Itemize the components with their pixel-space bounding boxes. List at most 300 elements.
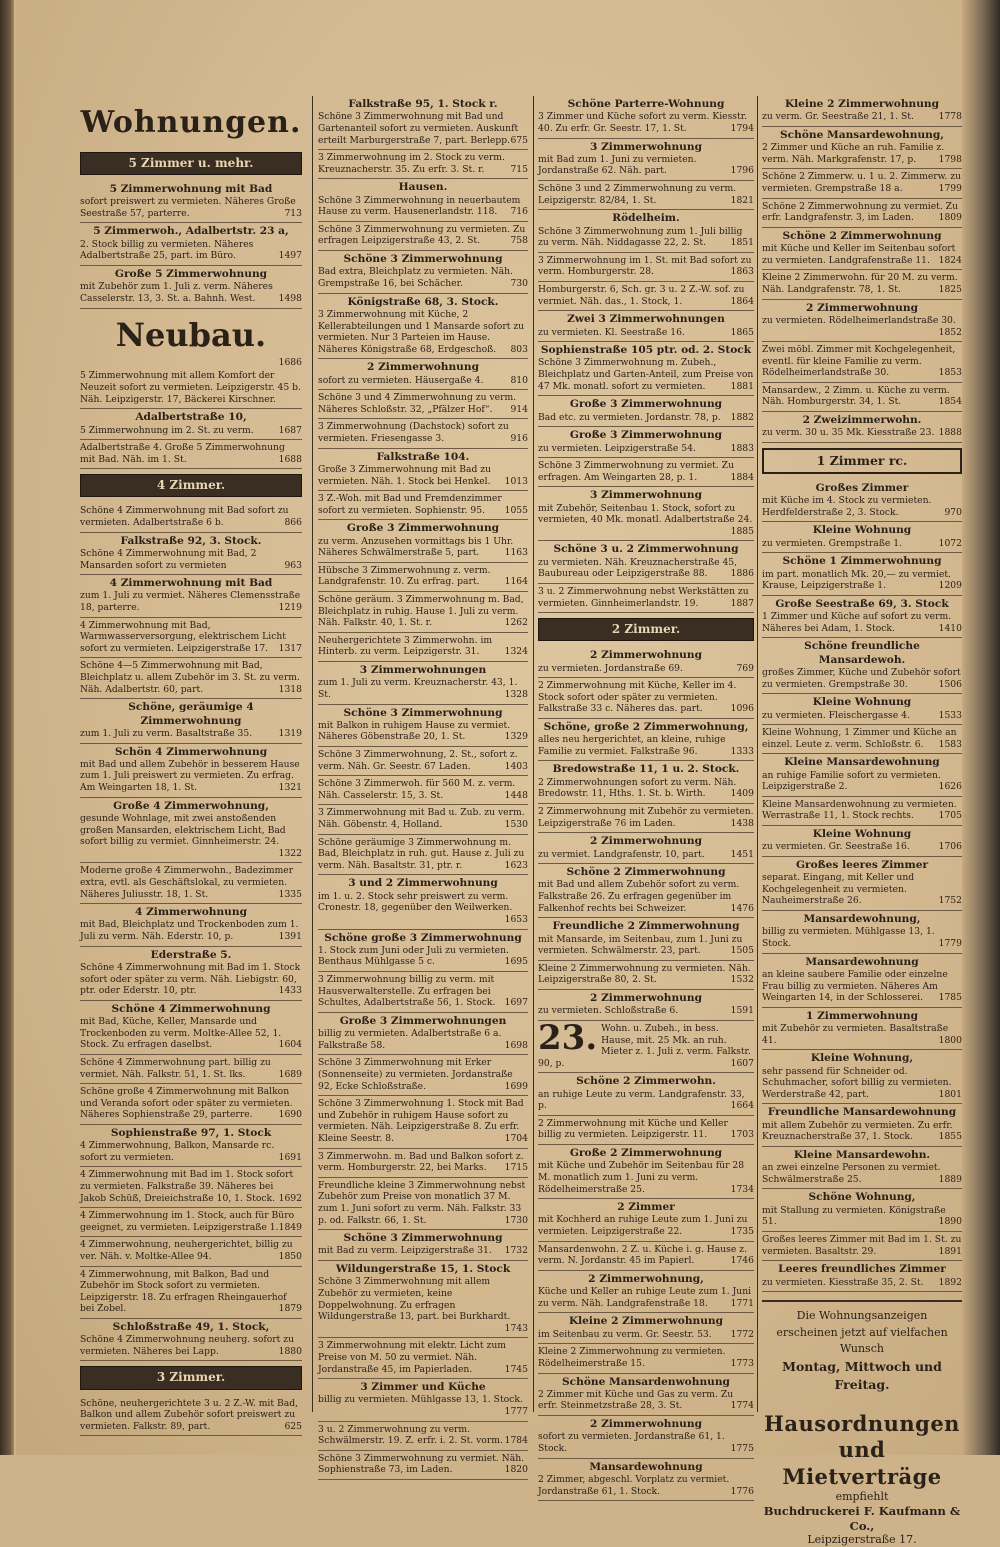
ad-entry [80, 863, 302, 904]
ad-text: Schöne 3 Zimmerwohnung m. Zubeh., Bleichplatz und Garten-Anteil, zum Preise von 47 Mk. monatl. sofort zu vermieten. [538, 357, 754, 392]
ad-text: Schöne 3 und 2 Zimmerwohnung zu verm. Leipzigerstr. 82/84, 1. St. [538, 183, 737, 206]
ad-entry [538, 1344, 754, 1373]
ad-entry [762, 169, 962, 198]
ad-headline: Freundliche 2 Zimmerwohnung [552, 920, 740, 933]
ad-text: billig zu vermieten. Mühlgasse 13, 1. Stock. [762, 926, 935, 949]
ad-number: 1820 [504, 1464, 528, 1476]
category-header-3-rooms: 3 Zimmer. [80, 1366, 302, 1389]
ad-entry [538, 282, 754, 311]
column-3 [538, 96, 754, 1497]
ad-text: mit Bad zu verm. Leipzigerstraße 31. [318, 1245, 492, 1257]
ad-text: gesunde Wohnlage, mit zwei anstoßenden großen Mansarden, elektrischem Licht, Bad sofort billig zu vermiet. Ginnheimerstr. 24. [80, 812, 286, 848]
ad-entry [538, 1073, 754, 1116]
ad-entry [318, 150, 528, 179]
ad-entry [538, 1416, 754, 1459]
ad-entry [538, 761, 754, 804]
ad-text: mit Stallung zu vermieten. Königstraße 51. [762, 1204, 946, 1228]
ad-number: 1891 [938, 1245, 962, 1257]
ad-number: 1784 [504, 1435, 528, 1447]
ad-text: 2 Zimmerwohnung mit Küche und Keller billig zu vermieten. Leipzigerstr. 11. [538, 1117, 728, 1141]
ad-entry [318, 633, 528, 662]
ad-text: Schöne, neuhergerichtete 3 u. 2 Z.-W. mit Bad, Balkon und allem Zubehör sofort preiswert zu vermieten. Falkstr. 89, part. [80, 1397, 298, 1432]
column-1 [80, 96, 302, 1432]
ad-entry [80, 1001, 302, 1055]
ad-number: 1850 [278, 1250, 302, 1262]
ad-headline: Große 3 Zimmerwohnung [569, 429, 723, 442]
ad-text: mit Bad, Küche, Keller, Mansarde und Trockenboden zu verm. Moltke-Allee 52, 1. Stock. Zu erfragen daselbst. [80, 1016, 282, 1051]
ad-entry [318, 705, 528, 748]
ad-entry [538, 584, 754, 613]
ad-text: Zwei möbl. Zimmer mit Kochgelegenheit, eventl. für kleine Familie zu verm. Rödelheimerlandstraße 30. [762, 344, 956, 379]
ad-number: 1626 [938, 781, 962, 793]
ad-number: 1623 [504, 859, 528, 871]
ad-list [762, 96, 962, 443]
ad-entry [318, 1096, 528, 1148]
ad-text: Kleine 2 Zimmerwohnung zu vermieten. Näh. Leipzigerstraße 80, 2. St. [538, 962, 751, 986]
ad-number: 1506 [938, 678, 962, 690]
ad-entry [762, 1189, 962, 1232]
category-header-1-room: 1 Zimmer rc. [762, 448, 962, 474]
ad-entry [538, 804, 754, 833]
ad-number: 1664 [730, 1100, 754, 1112]
ad-headline: Freundliche Mansardewohnung [767, 1106, 957, 1119]
ad-number: 1734 [730, 1183, 754, 1195]
ad-entry [762, 96, 962, 127]
ad-text: 2 Zimmer und Küche an ruh. Familie z. verm. Näh. Markgrafenstr. 17, p. [762, 142, 945, 165]
ad-number: 1688 [278, 453, 302, 465]
ad-text: 3 u. 2 Zimmerwohnung nebst Werkstätten zu vermieten. Ginnheimerlandstr. 19. [538, 585, 749, 609]
ad-number: 1809 [938, 212, 962, 224]
ad-headline: 2 Zimmer [617, 1201, 675, 1214]
ad-number: 970 [944, 506, 962, 518]
category-header-5-rooms: 5 Zimmer u. mehr. [80, 152, 302, 175]
ad-number: 1687 [278, 424, 302, 436]
ad-text: an ruhige Familie sofort zu vermieten. Leipzigerstraße 2. [762, 769, 941, 793]
ad-text: Schöne 3 und 4 Zimmerwohnung zu verm. Näheres Schloßstr. 32, „Pfälzer Hof“. [318, 392, 517, 415]
ad-entry [318, 805, 528, 834]
ad-entry [762, 199, 962, 228]
ad-text: Schöne 3 Zimmerwohnung in neuerbautem Hause zu verm. Hausenerlandstr. 118. [318, 194, 521, 218]
ad-text: sofort preiswert zu vermieten. Näheres Große Seestraße 57, parterre. [80, 196, 296, 219]
ad-headline: Adalbertstraße 10, [135, 411, 247, 424]
ad-number: 1324 [504, 646, 528, 658]
ad-entry [318, 1422, 528, 1451]
ad-headline: Schöne 4 Zimmerwohnung [111, 1002, 271, 1015]
printer-ad-heading [762, 1411, 962, 1490]
ad-headline: Schöne 3 Zimmerwohnung [343, 253, 503, 266]
ad-headline: Schöne 2 Zimmerwohn. [576, 1075, 716, 1088]
ad-text: Großes leeres Zimmer mit Bad im 1. St. zu vermieten. Basaltstr. 29. [762, 1233, 962, 1257]
ad-headline: Kleine Mansardewohn. [793, 1148, 931, 1161]
ad-text: Schöne 3 Zimmerwohnung zu vermieten. Zu erfragen Leipzigerstraße 43, 2. St. [318, 223, 526, 247]
featured-ad-text: Wohn. u. Zubeh., in bess. Hause, mit. 25 Mk. an ruh. Mieter z. 1. Juli z. verm. Falkstr. 90, p. [538, 1022, 751, 1069]
ad-number: 1852 [938, 326, 962, 338]
ad-text: Kleine 2 Zimmerwohnung zu vermieten. Rödelheimerstraße 15. [538, 1346, 726, 1369]
ad-number: 1886 [730, 568, 754, 580]
ad-headline: Mansardewohnung [589, 1460, 703, 1473]
ad-text: sofort zu vermieten. Jordanstraße 61, 1. Stock. [538, 1431, 725, 1454]
printer-ad-detail [762, 1490, 962, 1547]
ad-text: zum 1. Juli zu verm. Basaltstraße 35. [80, 727, 253, 739]
ad-number: 1451 [730, 848, 754, 860]
ad-text: Neuhergerichtete 3 Zimmerwohn. im Hinterb. zu verm. Leipzigerstr. 31. [318, 634, 493, 658]
ad-text: mit Mansarde, im Seitenbau, zum 1. Juni zu vermieten. Schwälmerstr. 23, part. [538, 933, 743, 957]
ad-headline: Kleine Wohnung [812, 828, 912, 840]
ad-entry [318, 1178, 528, 1230]
ad-number: 1319 [278, 727, 302, 739]
notice-line: erscheinen jetzt auf vielfachen Wunsch [776, 1325, 948, 1356]
ad-headline: 4 Zimmerwohnung [135, 906, 247, 919]
ad-headline: Schöne freundliche Mansardewoh. [804, 640, 920, 666]
ad-headline: Schöne Mansardenwohnung [562, 1375, 730, 1388]
ad-text: Adalbertstraße 4. Große 5 Zimmerwohnung mit Bad. Näh. im 1. St. [80, 442, 285, 465]
ad-text: mit Kochherd an ruhige Leute zum 1. Juni zu vermieten. Leipzigerstraße 22. [538, 1214, 748, 1238]
ad-number: 1607 [730, 1057, 754, 1069]
column-rule [757, 96, 758, 1412]
ad-number: 1329 [504, 731, 528, 743]
ad-number: 1881 [730, 380, 754, 392]
ad-text: 2. Stock billig zu vermieten. Näheres Adalbertstraße 25, part. im Büro. [80, 238, 254, 262]
ad-number: 1403 [504, 760, 528, 772]
ad-headline: Sophienstraße 97, 1. Stock [110, 1126, 272, 1139]
ad-number: 730 [510, 277, 528, 289]
ad-number: 1863 [730, 266, 754, 278]
book-binding [0, 0, 14, 1455]
ad-text: 4 Zimmerwohnung im 1. Stock, auch für Büro geeignet, zu vermieten. Leipzigerstraße 1. [80, 1210, 295, 1233]
ad-number: 713 [284, 207, 302, 219]
ad-number: 1889 [938, 1173, 962, 1185]
ad-number: 1335 [278, 888, 302, 900]
ad-number: 1013 [504, 475, 528, 487]
ad-entry [318, 96, 528, 150]
ad-list [762, 480, 962, 1292]
ad-number: 916 [510, 433, 528, 444]
ad-text: großes Zimmer, Küche und Zubehör sofort zu vermieten. Grempstraße 30. [762, 666, 961, 690]
ad-headline: Hausen. [398, 181, 448, 194]
ad-text: Küche und Keller an ruhige Leute zum 1. Juni zu verm. Näh. Landgrafenstraße 18. [538, 1286, 752, 1309]
ad-number: 1800 [938, 1034, 962, 1046]
ad-text: Schöne 3 Zimmerwohnung zum 1. Juli billig zu verm. Näh. Niddagasse 22, 2. St. [538, 225, 743, 249]
ad-entry [538, 1271, 754, 1314]
ad-text: Schöne 4 Zimmerwohnung mit Bad sofort zu vermieten. Adalbertstraße 6 b. [80, 505, 289, 529]
ad-entry [762, 342, 962, 383]
ad-entry [538, 342, 754, 396]
ad-entry [538, 1145, 754, 1199]
ad-entry [80, 533, 302, 576]
ad-number: 769 [736, 662, 754, 674]
ad-number: 1796 [730, 165, 754, 177]
ad-number: 1448 [504, 789, 528, 801]
ad-text: Schöne 4 Zimmerwohnung part. billig zu vermiet. Näh. Falkstr. 51, 1. St. lks. [80, 1056, 271, 1080]
ad-entry [538, 1313, 754, 1344]
ad-entry [538, 1116, 754, 1145]
ad-entry [762, 270, 962, 299]
ad-number: 1476 [730, 902, 754, 914]
ad-entry [762, 412, 962, 443]
ad-text: 2 Zimmer, abgeschl. Vorplatz zu vermiet. Jordanstraße 61, 1. Stock. [538, 1473, 730, 1497]
ad-entry [538, 864, 754, 918]
ad-entry [538, 647, 754, 678]
ad-number: 1096 [730, 703, 754, 715]
ad-text: Hübsche 3 Zimmerwohnung z. verm. Landgrafenstr. 10. Zu erfrag. part. [318, 564, 491, 588]
ad-entry [538, 1459, 754, 1502]
ad-headline: Königstraße 68, 3. Stock. [347, 295, 499, 308]
column-rule [533, 96, 534, 1412]
ad-headline: Schöne, geräumige 4 Zimmerwohnung [128, 701, 254, 727]
ad-headline: Große 5 Zimmerwohnung [114, 267, 268, 280]
column-4 [762, 96, 962, 1547]
ad-text: Schöne 3 Zimmerwohnung mit Erker (Sonnenseite) zu vermieten. Jordanstraße 92, Ecke Schloßstraße. [318, 1057, 513, 1092]
ad-text: alles neu hergerichtet, an kleine, ruhige Familie zu vermiet. Falkstraße 96. [538, 734, 726, 757]
ad-entry [762, 694, 962, 725]
featured-ad-number: 23. [538, 1017, 598, 1058]
ad-text: zu vermieten. Rödelheimerlandstraße 30. [762, 314, 956, 326]
column-2 [318, 96, 528, 1476]
ad-headline: Große 3 Zimmerwohnung [569, 398, 723, 411]
ad-entry [538, 181, 754, 210]
ad-headline: 2 Zimmerwohnung [590, 991, 702, 1004]
ad-headline: Rödelheim. [612, 212, 680, 225]
ad-entry [538, 458, 754, 487]
ad-text: sofort zu vermieten. Häusergaße 4. [318, 374, 484, 386]
ad-text: Schöne 3 Zimmerwohnung zu vermiet. Näh. Sophienstraße 73, im Laden. [318, 1452, 525, 1476]
ad-number: 866 [284, 517, 302, 529]
ad-number: 715 [510, 163, 528, 175]
ad-text: Schöne geräumige 3 Zimmerwohnung m. Bad, Bleichplatz in ruh. gut. Hause z. Juli zu verm. Näh. Basaltstr. 31, ptr. r. [318, 836, 525, 871]
ad-text: zu vermieten. Jordanstraße 69. [538, 662, 683, 674]
ad-text: zu vermieten. Schloßstraße 6. [538, 1005, 679, 1017]
ad-entry [80, 1125, 302, 1168]
ad-number: 1775 [730, 1442, 754, 1454]
ad-text: zu verm. Anzusehen vormittags bis 1 Uhr. Näheres Schwälmerstraße 5, part. [318, 535, 514, 559]
ad-headline: 3 und 2 Zimmerwohnung [348, 877, 498, 890]
ad-number: 1776 [730, 1485, 754, 1497]
ad-entry [318, 449, 528, 492]
ad-number: 914 [510, 403, 528, 415]
ad-text: Schöne 4 Zimmerwohnung mit Bad, 2 Mansarden sofort zu vermieten [80, 547, 257, 571]
ad-headline: 2 Zimmerwohnung [590, 649, 702, 662]
ad-number: 810 [510, 374, 528, 386]
ad-text: im part. monatlich Mk. 20,— zu vermiet. Krause, Leipzigerstraße 1. [762, 568, 951, 592]
ad-headline: 2 Zimmerwohnung, [588, 1272, 704, 1285]
ad-headline: Falkstraße 95, 1. Stock r. [348, 98, 498, 110]
ad-text: Schöne geräum. 3 Zimmerwohnung m. Bad, Bleichplatz in ruhig. Hause 1. Juli zu verm. Näh. Falkstr. 40, 1. St. r. [318, 594, 524, 629]
ad-text: zu vermieten. Kl. Seestraße 16. [538, 326, 685, 338]
ad-entry [318, 1230, 528, 1261]
ad-headline: Kleine Wohnung, [810, 1052, 914, 1065]
ad-number: 1752 [938, 895, 962, 907]
ad-entry [80, 1237, 302, 1266]
ad-entry [318, 1055, 528, 1096]
printer-ad-company-name: Buchdruckerei F. Kaufmann & Co., [763, 1503, 961, 1533]
ad-text: Große 3 Zimmerwohnung mit Bad zu vermieten. Näh. 1. Stock bei Henkel. [318, 463, 492, 487]
ad-entry [538, 396, 754, 427]
ad-text: Schöne 2 Zimmerw. u. 1 u. 2. Zimmerw. zu vermieten. Grempstraße 18 a. [762, 171, 962, 195]
ad-number: 1321 [278, 782, 302, 794]
ad-headline: Kleine Wohnung [812, 524, 912, 537]
ad-headline: 2 Zweizimmerwohn. [802, 414, 922, 427]
ad-entry [80, 658, 302, 699]
ad-text: an zwei einzelne Personen zu vermiet. Schwälmerstraße 25. [762, 1162, 941, 1185]
ad-entry [538, 833, 754, 864]
ad-entry [80, 181, 302, 224]
neubau-heading: Neubau. [115, 315, 267, 354]
ad-text: 2 Zimmerwohnung mit Zubehör zu vermieten. Leipzigerstraße 76 im Laden. [538, 806, 754, 829]
ad-number: 1433 [278, 985, 302, 997]
ad-entry [318, 747, 528, 776]
notice-line: Die Wohnungsanzeigen [796, 1309, 928, 1323]
printer-ad-line: und Mietverträge [782, 1437, 942, 1489]
ad-headline: Falkstraße 104. [376, 450, 470, 463]
ad-number: 963 [284, 559, 302, 571]
ad-number: 1532 [730, 974, 754, 986]
ad-entry [538, 1199, 754, 1242]
ad-number: 1777 [504, 1406, 528, 1418]
printer-ad-address: Leipzigerstraße 17. [807, 1533, 917, 1547]
ad-text: zu vermieten. Fleischergasse 4. [762, 709, 910, 721]
ad-number: 625 [284, 1420, 302, 1432]
ad-text: 4 Zimmerwohnung, neuhergerichtet, billig zu ver. Näh. v. Moltke-Allee 94. [80, 1239, 293, 1262]
ad-number: 1653 [504, 913, 528, 925]
ad-number: 1530 [504, 819, 528, 831]
ad-text: mit Bad zum 1. Juni zu vermieten. Jordanstraße 62. Näh. part. [538, 153, 697, 177]
ad-text: Bad extra, Bleichplatz zu vermieten. Näh. Grempstraße 16, bei Schächer. [318, 266, 513, 289]
ad-number: 1743 [504, 1322, 528, 1334]
ad-number: 1691 [278, 1151, 302, 1163]
ad-number: 1328 [504, 688, 528, 700]
ad-entry [762, 300, 962, 343]
ad-number: 1888 [938, 427, 962, 439]
ad-entry [318, 662, 528, 705]
ad-number: 1163 [504, 547, 528, 559]
ad-headline: 2 Zimmerwohnung [590, 835, 702, 848]
ad-headline: Schöne Wohnung, [808, 1191, 916, 1204]
ad-entry [80, 618, 302, 659]
ad-entry [538, 1374, 754, 1417]
ad-text: zu vermiet. Landgrafenstr. 10, part. [538, 848, 705, 860]
ad-text: 1 Zimmer und Küche auf sofort zu verm. Näheres bei Adam, 1. Stock. [762, 611, 952, 634]
ad-headline: Schöne 3 u. 2 Zimmerwohnung [553, 543, 739, 556]
ad-number: 1209 [938, 580, 962, 592]
ad-number: 1697 [504, 997, 528, 1009]
ad-entry [762, 228, 962, 271]
ad-number: 1686 [278, 356, 302, 368]
ad-number: 1715 [504, 1162, 528, 1174]
category-header-2-rooms: 2 Zimmer. [538, 618, 754, 641]
ad-list [80, 1396, 302, 1437]
ad-headline: Wildungerstraße 15, 1. Stock [335, 1263, 511, 1276]
ad-entry [762, 754, 962, 797]
ad-list [538, 96, 754, 613]
ad-number: 1410 [938, 622, 962, 634]
ad-text: Schöne 3 Zimmerwoh. für 560 M. z. verm. Näh. Casselerstr. 15, 3. St. [318, 778, 516, 801]
ad-number: 1695 [504, 956, 528, 968]
ad-entry [538, 253, 754, 282]
ad-entry [318, 972, 528, 1013]
ad-text: Schöne 2 Zimmerwohnung zu vermiet. Zu erfr. Landgrafenstr. 3, im Laden. [762, 200, 958, 224]
ad-entry [538, 210, 754, 253]
ad-entry [318, 1338, 528, 1379]
ad-entry [318, 930, 528, 973]
ad-entry [318, 294, 528, 360]
ad-text: mit allem Zubehör zu vermieten. Zu erfr. Kreuznacherstraße 37, 1. Stock. [762, 1119, 953, 1143]
ad-entry [80, 1084, 302, 1125]
ad-entry [80, 503, 302, 532]
ad-entry [538, 719, 754, 762]
ad-number: 1771 [730, 1297, 754, 1309]
ad-number: 1164 [504, 576, 528, 588]
ad-number: 1498 [278, 292, 302, 304]
page-edge [962, 0, 1000, 1455]
ad-number: 1855 [938, 1131, 962, 1143]
ad-entry [762, 1104, 962, 1147]
ad-entry [318, 359, 528, 390]
ad-entry [762, 797, 962, 826]
ad-headline: Sophienstraße 105 ptr. od. 2. Stock [540, 344, 752, 357]
ad-entry [538, 311, 754, 342]
ad-number: 1322 [278, 847, 302, 859]
ad-text: mit Bad und allem Zubehör sofort zu verm. Falkstraße 26. Zu erfragen gegenüber im Falkenhof rechts bei Schweizer. [538, 879, 740, 914]
ad-entry [762, 383, 962, 412]
category-header-4-rooms: 4 Zimmer. [80, 474, 302, 497]
ad-text: sehr passend für Schneider od. Schuhmacher, sofort billig zu vermieten. Werderstraße 42, part. [762, 1065, 952, 1100]
ad-headline: Mansardewohnung, [803, 913, 921, 926]
ad-entry [80, 798, 302, 864]
ad-number: 1825 [938, 283, 962, 295]
ad-text: 4 Zimmerwohnung, Balkon, Mansarde rc. sofort zu vermieten. [80, 1140, 275, 1163]
ad-entry [80, 744, 302, 798]
ad-text: zum 1. Juli zu verm. Kreuznacherstr. 43, 1. St. [318, 677, 518, 700]
ad-number: 1699 [504, 1080, 528, 1092]
ad-text: Schöne große 4 Zimmerwohnung mit Balkon und Veranda sofort oder später zu vermieten. Näheres Sophienstraße 29, parterre. [80, 1086, 293, 1121]
ad-entry [318, 251, 528, 294]
ad-number: 1773 [730, 1357, 754, 1369]
ad-list [80, 503, 302, 1361]
ad-entry [318, 835, 528, 876]
ad-entry [538, 139, 754, 182]
ad-headline: Kleine Mansardewohnung [784, 756, 940, 769]
ad-text: 4 Zimmerwohnung mit Bad im 1. Stock sofort zu vermieten. Falkstraße 39. Näheres bei Jakob Schüß, Dreieichstraße 10, 1. Stock. [80, 1169, 294, 1204]
notice-days: Montag, Mittwoch und Freitag. [782, 1358, 942, 1393]
ad-entry [538, 1242, 754, 1271]
ad-headline: Schöne Parterre-Wohnung [567, 98, 725, 110]
printer-ad-line: Hausordnungen [764, 1411, 960, 1437]
ad-text: 3 Zimmerwohnung billig zu verm. mit Hausverwalterstelle. Zu erfragen bei Schultes, Adalbertstraße 56, 1. Stock. [318, 974, 496, 1009]
ad-number: 1774 [730, 1400, 754, 1412]
ad-headline: Falkstraße 92, 3. Stock. [120, 534, 262, 547]
ad-number: 1497 [278, 250, 302, 262]
ad-text: zu vermieten. Gr. Seestraße 16. [762, 841, 910, 853]
ad-list [538, 1073, 754, 1501]
ad-headline: 3 Zimmerwohnung [590, 489, 702, 502]
ad-text: 1. Stock zum Juni oder Juli zu vermieten. Benthaus Mühlgasse 5 c. [318, 944, 509, 968]
ad-text: Mansardew., 2 Zimm. u. Küche zu verm. Näh. Homburgerstr. 34, 1. St. [762, 384, 950, 408]
ad-text: mit Bad, Bleichplatz und Trockenboden zum 1. Juli zu verm. Näh. Ederstr. 10, p. [80, 919, 299, 943]
ad-number: 1798 [938, 153, 962, 165]
ad-number: 1799 [938, 183, 962, 195]
ad-headline: Kleine 2 Zimmerwohnung [568, 1315, 724, 1328]
ad-text: 3 Zimmerwohnung mit Bad u. Zub. zu verm. Näh. Göbenstr. 4, Holland. [318, 807, 525, 831]
ad-text: 2 Zimmerwohnungen sofort zu verm. Näh. Bredowstr. 11, Hths. 1. St. b. Wirth. [538, 776, 737, 800]
ad-text: 3 Zimmerwohnung mit Küche, 2 Kellerabteilungen und 1 Mansarde sofort zu vermieten. Nur 3 Parteien im Hause. Näheres Königstraße 68, Erdgeschoß. [318, 308, 525, 355]
ad-number: 1849 [278, 1221, 302, 1233]
ad-entry [318, 563, 528, 592]
section-title: Wohnungen. [80, 105, 302, 140]
ad-entry [762, 596, 962, 639]
ad-number: 1745 [504, 1363, 528, 1375]
ad-headline: Große 2 Zimmerwohnung [569, 1147, 723, 1160]
ad-number: 1409 [730, 788, 754, 800]
